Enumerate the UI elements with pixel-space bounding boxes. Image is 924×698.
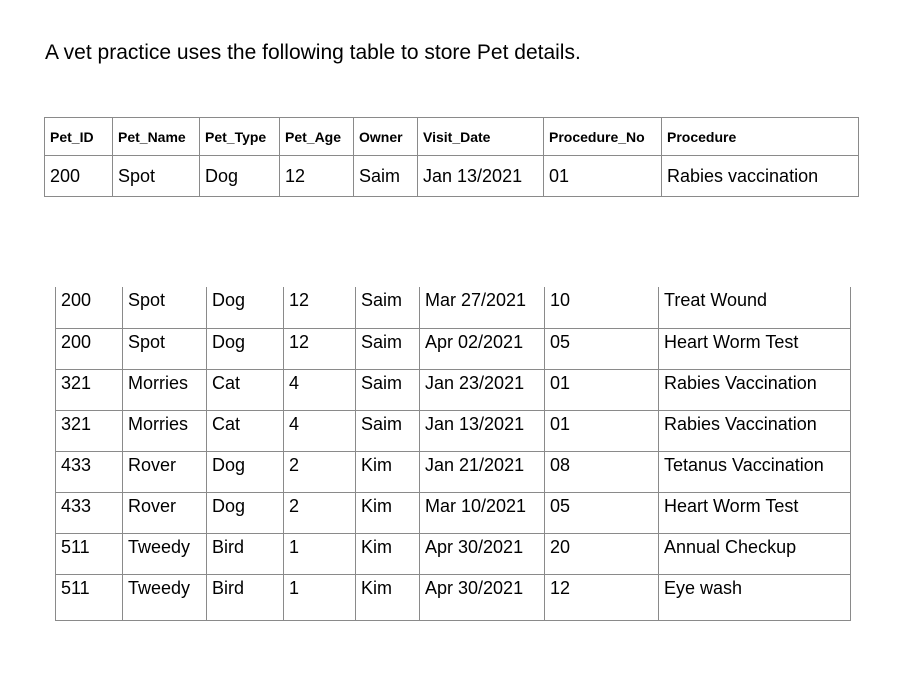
table-cell: Mar 10/2021 (420, 492, 545, 533)
table-cell: Apr 30/2021 (420, 574, 545, 620)
header-cell: Procedure_No (544, 118, 662, 156)
table-row (56, 533, 851, 574)
table-cell: Kim (356, 574, 420, 620)
table-cell: Heart Worm Test (659, 328, 851, 369)
table-cell: 08 (545, 451, 659, 492)
table-cell: 511 (56, 533, 123, 574)
table-cell: Eye wash (659, 574, 851, 620)
table-cell: Rabies Vaccination (659, 410, 851, 451)
table-cell: Rover (123, 451, 207, 492)
table-cell: Bird (207, 574, 284, 620)
header-cell: Procedure (662, 118, 859, 156)
table-cell: Jan 13/2021 (420, 410, 545, 451)
table-cell: Rabies vaccination (662, 156, 859, 197)
header-cell: Pet_Name (113, 118, 200, 156)
table-cell: 2 (284, 492, 356, 533)
table-cell: Annual Checkup (659, 533, 851, 574)
visits-table (55, 287, 851, 621)
table-cell: Spot (113, 156, 200, 197)
table-cell: 12 (284, 328, 356, 369)
table-cell: Jan 21/2021 (420, 451, 545, 492)
table-cell: 321 (56, 410, 123, 451)
table-cell: 10 (545, 287, 659, 328)
table-cell: Saim (356, 328, 420, 369)
table-cell: Saim (356, 410, 420, 451)
table-cell: Mar 27/2021 (420, 287, 545, 328)
table-cell: 200 (45, 156, 113, 197)
table-cell: Apr 02/2021 (420, 328, 545, 369)
header-cell: Pet_ID (45, 118, 113, 156)
table-cell: 1 (284, 533, 356, 574)
table-cell: Dog (200, 156, 280, 197)
header-cell: Pet_Age (280, 118, 354, 156)
table-cell: Kim (356, 492, 420, 533)
table-row (45, 156, 859, 197)
table-cell: Cat (207, 369, 284, 410)
table-row (56, 451, 851, 492)
table-cell: 12 (284, 287, 356, 328)
table-cell: Bird (207, 533, 284, 574)
table-cell: 01 (544, 156, 662, 197)
table-cell: Morries (123, 410, 207, 451)
table-cell: 01 (545, 369, 659, 410)
pet-details-table (44, 117, 859, 197)
table-row (56, 410, 851, 451)
table-cell: Spot (123, 287, 207, 328)
table-cell: Treat Wound (659, 287, 851, 328)
table-row (56, 328, 851, 369)
header-cell: Pet_Type (200, 118, 280, 156)
table-cell: 12 (545, 574, 659, 620)
table-cell: Saim (356, 369, 420, 410)
table-cell: 200 (56, 287, 123, 328)
table-cell: 1 (284, 574, 356, 620)
table-cell: 05 (545, 328, 659, 369)
table-cell: 321 (56, 369, 123, 410)
header-cell: Visit_Date (418, 118, 544, 156)
table-cell: Dog (207, 328, 284, 369)
table-cell: Rabies Vaccination (659, 369, 851, 410)
table-cell: 200 (56, 328, 123, 369)
table-cell: Kim (356, 451, 420, 492)
table-cell: Saim (356, 287, 420, 328)
table-cell: Apr 30/2021 (420, 533, 545, 574)
table-cell: 511 (56, 574, 123, 620)
table-cell: 20 (545, 533, 659, 574)
table-cell: Cat (207, 410, 284, 451)
table-cell: Jan 13/2021 (418, 156, 544, 197)
table-row (56, 574, 851, 620)
table-cell: 12 (280, 156, 354, 197)
table-row (56, 287, 851, 328)
table-cell: Heart Worm Test (659, 492, 851, 533)
table-cell: 433 (56, 492, 123, 533)
table-cell: Spot (123, 328, 207, 369)
table-cell: Morries (123, 369, 207, 410)
table-cell: Jan 23/2021 (420, 369, 545, 410)
table-cell: Dog (207, 492, 284, 533)
table-cell: Rover (123, 492, 207, 533)
table-cell: 433 (56, 451, 123, 492)
intro-text: A vet practice uses the following table to store Pet details. (45, 41, 581, 64)
table-cell: 2 (284, 451, 356, 492)
table-row (56, 492, 851, 533)
table-cell: Saim (354, 156, 418, 197)
table-cell: Dog (207, 287, 284, 328)
table-cell: Tweedy (123, 533, 207, 574)
table-cell: Dog (207, 451, 284, 492)
table-cell: 01 (545, 410, 659, 451)
header-cell: Owner (354, 118, 418, 156)
table-row (56, 369, 851, 410)
header-row (45, 118, 859, 156)
table-cell: Tetanus Vaccination (659, 451, 851, 492)
table-cell: 4 (284, 369, 356, 410)
table-cell: 05 (545, 492, 659, 533)
table-cell: Tweedy (123, 574, 207, 620)
table-cell: Kim (356, 533, 420, 574)
table-cell: 4 (284, 410, 356, 451)
